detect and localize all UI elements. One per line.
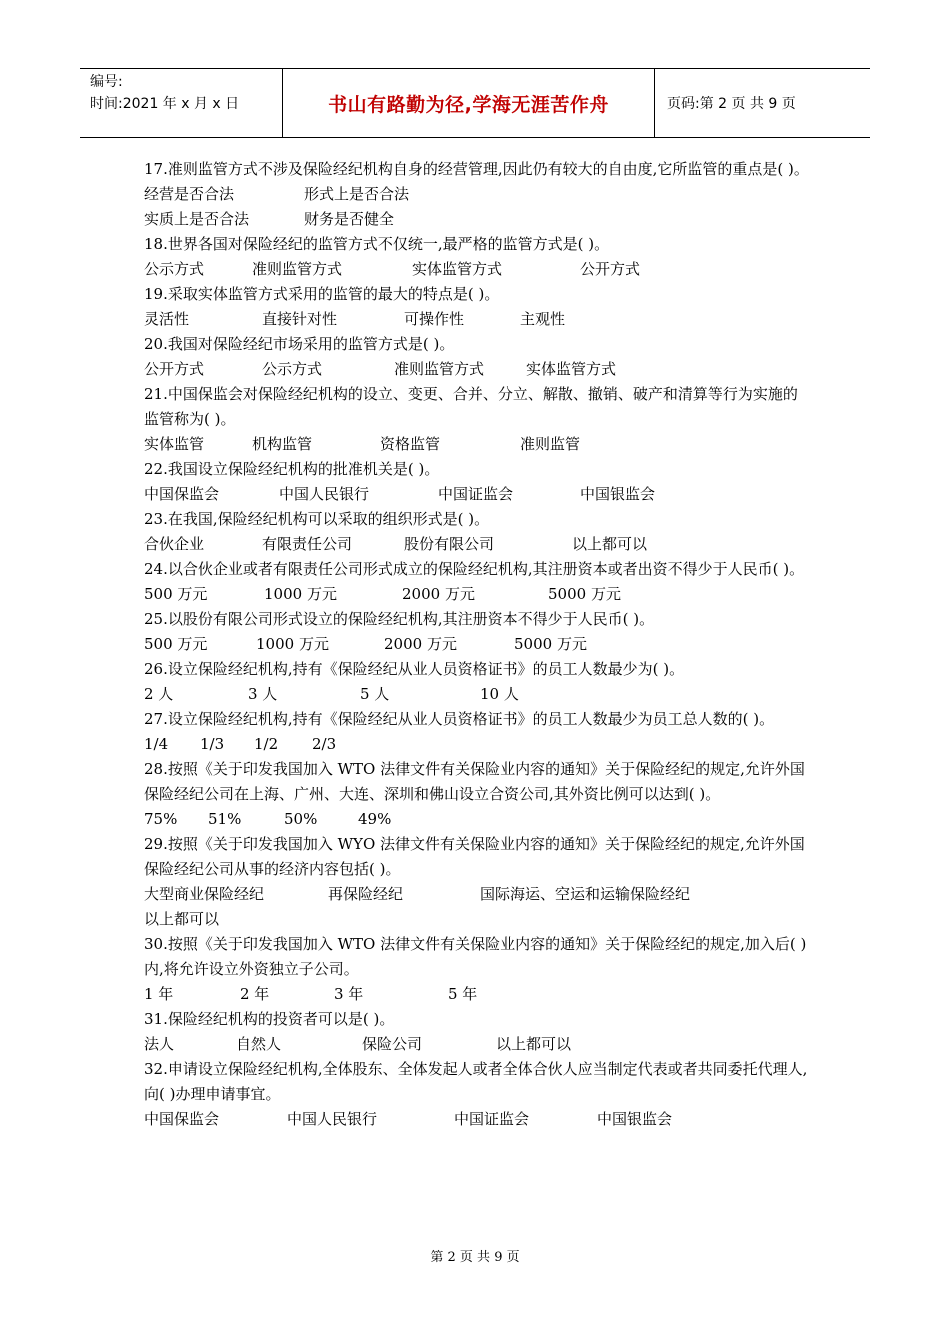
option-choice: 主观性 <box>520 310 566 328</box>
option-choice: 实体监管 <box>144 435 205 453</box>
option-row <box>144 732 812 757</box>
header-motto: 书山有路勤为径,学海无涯苦作舟 <box>283 69 655 137</box>
page-footer: 第 2 页 共 9 页 <box>430 1250 520 1265</box>
option-choice: 自然人 <box>236 1035 282 1053</box>
option-choice: 1000 万元 <box>264 585 337 603</box>
option-row <box>144 307 812 332</box>
option-choice: 准则监管 <box>520 435 581 453</box>
option-choice: 财务是否健全 <box>304 210 395 228</box>
option-row <box>144 982 812 1007</box>
page-header <box>80 68 870 138</box>
option-choice: 实体监管方式 <box>526 360 617 378</box>
option-choice: 公示方式 <box>144 260 205 278</box>
option-choice: 有限责任公司 <box>262 535 353 553</box>
question-text: 27.设立保险经纪机构,持有《保险经纪从业人员资格证书》的员工人数最少为员工总人数的( )。 <box>144 710 775 728</box>
option-choice: 法人 <box>144 1035 175 1053</box>
option-choice: 中国证监会 <box>454 1110 530 1128</box>
option-choice: 中国人民银行 <box>279 485 370 503</box>
option-row <box>144 357 812 382</box>
option-choice: 51% <box>208 810 242 828</box>
option-row <box>144 482 812 507</box>
option-row <box>144 632 812 657</box>
option-choice: 1/4 <box>144 735 169 753</box>
option-choice: 以上都可以 <box>572 535 648 553</box>
option-choice: 形式上是否合法 <box>304 185 410 203</box>
option-choice: 机构监管 <box>252 435 313 453</box>
option-choice: 49% <box>358 810 392 828</box>
option-row <box>144 257 812 282</box>
option-choice: 2 年 <box>240 985 270 1003</box>
option-choice: 国际海运、空运和运输保险经纪 <box>480 885 691 903</box>
question-text: 24.以合伙企业或者有限责任公司形式成立的保险经纪机构,其注册资本或者出资不得少于人民币( )。 <box>144 560 805 578</box>
header-page-number: 页码:第 2 页 共 9 页 <box>667 96 796 112</box>
option-choice: 实质上是否合法 <box>144 210 250 228</box>
option-choice: 中国保监会 <box>144 485 220 503</box>
question-text: 19.采取实体监管方式采用的监管的最大的特点是( )。 <box>144 285 500 303</box>
header-meta <box>80 69 283 137</box>
option-choice: 5 人 <box>360 685 390 703</box>
option-row <box>144 882 812 907</box>
option-choice: 3 年 <box>334 985 364 1003</box>
document-date-label: 时间:2021 年 x 月 x 日 <box>90 96 240 112</box>
option-choice: 大型商业保险经纪 <box>144 885 265 903</box>
option-row <box>144 182 812 207</box>
question-text: 29.按照《关于印发我国加入 WYO 法律文件有关保险业内容的通知》关于保险经纪的规定,允许外国保险经纪公司从事的经济内容包括( )。 <box>144 835 805 878</box>
option-choice: 资格监管 <box>380 435 441 453</box>
question-text: 28.按照《关于印发我国加入 WTO 法律文件有关保险业内容的通知》关于保险经纪的规定,允许外国保险经纪公司在上海、广州、大连、深圳和佛山设立合资公司,其外资比例可以达到( )。 <box>144 760 805 803</box>
option-choice: 2000 万元 <box>384 635 457 653</box>
question-text: 23.在我国,保险经纪机构可以采取的组织形式是( )。 <box>144 510 490 528</box>
option-row <box>144 682 812 707</box>
option-choice: 1/3 <box>200 735 225 753</box>
option-choice: 5 年 <box>448 985 478 1003</box>
question-text: 30.按照《关于印发我国加入 WTO 法律文件有关保险业内容的通知》关于保险经纪的规定,加入后( )内,将允许设立外资独立子公司。 <box>144 935 807 978</box>
option-row <box>144 1032 812 1057</box>
option-row <box>144 807 812 832</box>
option-choice: 准则监管方式 <box>252 260 343 278</box>
option-choice: 5000 万元 <box>548 585 621 603</box>
option-choice: 2/3 <box>312 735 337 753</box>
option-row <box>144 907 812 932</box>
option-choice: 1 年 <box>144 985 174 1003</box>
option-choice: 5000 万元 <box>514 635 587 653</box>
option-row <box>144 432 812 457</box>
question-text: 17.准则监管方式不涉及保险经纪机构自身的经营管理,因此仍有较大的自由度,它所监管的重点是( )。 <box>144 160 809 178</box>
option-choice: 经营是否合法 <box>144 185 235 203</box>
question-text: 22.我国设立保险经纪机构的批准机关是( )。 <box>144 460 440 478</box>
option-row <box>144 532 812 557</box>
option-choice: 中国证监会 <box>438 485 514 503</box>
question-text: 26.设立保险经纪机构,持有《保险经纪从业人员资格证书》的员工人数最少为( )。 <box>144 660 685 678</box>
question-text: 25.以股份有限公司形式设立的保险经纪机构,其注册资本不得少于人民币( )。 <box>144 610 655 628</box>
option-choice: 公示方式 <box>262 360 323 378</box>
option-choice: 再保险经纪 <box>328 885 404 903</box>
document-number-label: 编号: <box>90 74 123 90</box>
option-choice: 中国银监会 <box>580 485 656 503</box>
option-choice: 直接针对性 <box>262 310 338 328</box>
option-choice: 10 人 <box>480 685 519 703</box>
option-choice: 2 人 <box>144 685 174 703</box>
option-choice: 准则监管方式 <box>394 360 485 378</box>
option-row <box>144 207 812 232</box>
option-row <box>144 1107 812 1132</box>
option-choice: 2000 万元 <box>402 585 475 603</box>
option-choice: 灵活性 <box>144 310 190 328</box>
option-row <box>144 582 812 607</box>
option-choice: 中国银监会 <box>597 1110 673 1128</box>
option-choice: 500 万元 <box>144 635 208 653</box>
option-choice: 75% <box>144 810 178 828</box>
question-text: 32.申请设立保险经纪机构,全体股东、全体发起人或者全体合伙人应当制定代表或者共同委托代理人,向( )办理申请事宜。 <box>144 1060 808 1103</box>
option-choice: 中国人民银行 <box>287 1110 378 1128</box>
option-choice: 股份有限公司 <box>404 535 495 553</box>
question-text: 20.我国对保险经纪市场采用的监管方式是( )。 <box>144 335 455 353</box>
question-text: 31.保险经纪机构的投资者可以是( )。 <box>144 1010 395 1028</box>
option-choice: 可操作性 <box>404 310 465 328</box>
option-choice: 公开方式 <box>144 360 205 378</box>
question-text: 21.中国保监会对保险经纪机构的设立、变更、合并、分立、解散、撤销、破产和清算等行为实施的监管称为( )。 <box>144 385 798 428</box>
question-text: 18.世界各国对保险经纪的监管方式不仅统一,最严格的监管方式是( )。 <box>144 235 610 253</box>
option-choice: 3 人 <box>248 685 278 703</box>
option-choice: 实体监管方式 <box>412 260 503 278</box>
option-choice: 500 万元 <box>144 585 208 603</box>
option-choice: 1/2 <box>254 735 279 753</box>
option-choice: 保险公司 <box>362 1035 423 1053</box>
option-choice: 1000 万元 <box>256 635 329 653</box>
option-choice: 50% <box>284 810 318 828</box>
question-list <box>144 157 812 1132</box>
option-choice: 以上都可以 <box>496 1035 572 1053</box>
option-choice: 中国保监会 <box>144 1110 220 1128</box>
option-choice: 合伙企业 <box>144 535 205 553</box>
option-choice: 以上都可以 <box>144 910 220 928</box>
option-choice: 公开方式 <box>580 260 641 278</box>
